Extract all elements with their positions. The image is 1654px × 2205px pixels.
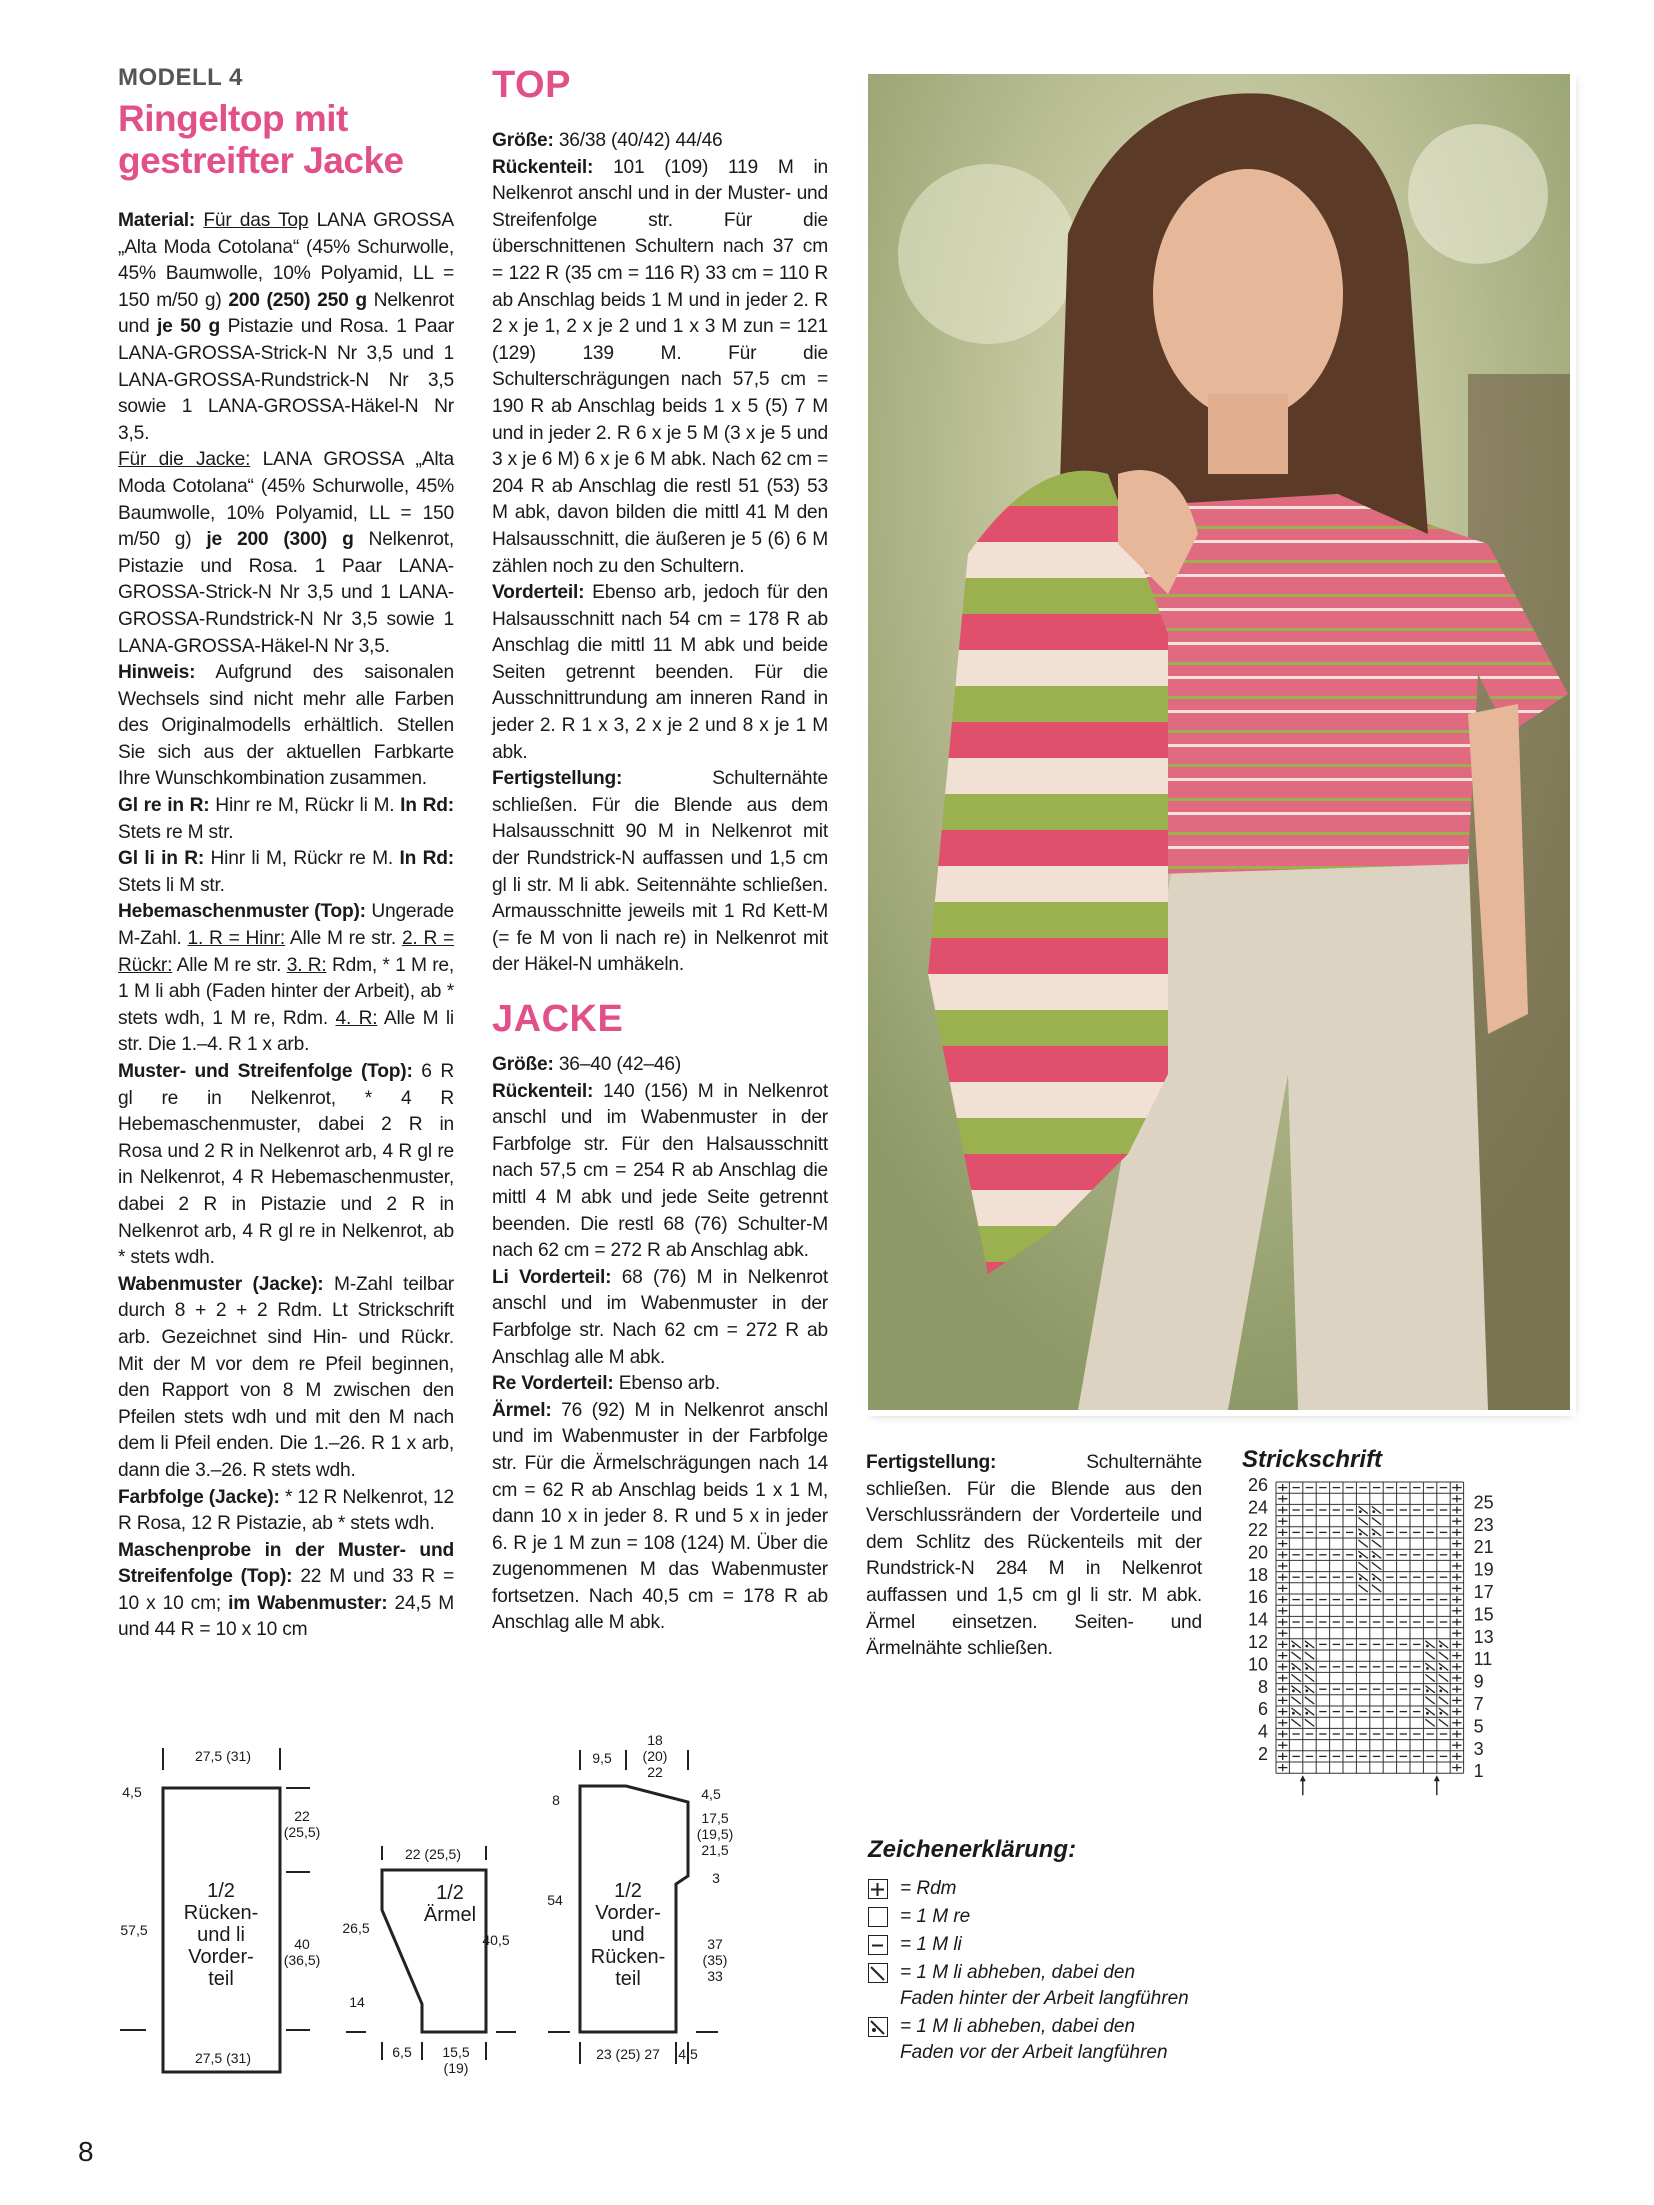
muster-text: 6 R gl re in Nelkenrot, * 4 R Hebemaschenmuster, dabei 2 R in Rosa und 2 R in Nelkenrot arb, 4 R gl re in Nelkenrot, 4 R Hebemaschenmuster, dabei 2 R in Pistazie und 2 R in Nelkenrot arb, 4 R gl re in Nelkenrot, ab * stets wdh.: [118, 1061, 454, 1269]
sleeve-bottom-left-dim: 6,5: [392, 2044, 412, 2060]
gl-re-text2: Stets re M str.: [118, 821, 234, 843]
legend-line-1: = 1 M li: [900, 1934, 962, 1955]
hebe-r1-text: Alle M re str.: [285, 928, 402, 950]
front-label: 1/2 Vorder- und Rücken- teil: [590, 1880, 666, 1990]
legend-text: [900, 1932, 962, 1958]
hebe-text: Ungerade M-Zahl.: [118, 901, 454, 950]
j-livorder-paragraph: [492, 1265, 828, 1371]
j-fertig-text: Schulternähte schließen. Für die Blende aus den Verschlussrändern der Vorderteile und dem Schlitz des Rückenteils mit der Rundstrick-N 284 M in Nelkenrot auffassen und 1,5 cm gl li str. M abk. Ärmel einsetzen. Seiten- und Ärmelnähte schließen.: [866, 1452, 1202, 1660]
row-number-right: 23: [1473, 1514, 1494, 1535]
groesse-label: Größe:: [492, 130, 554, 151]
slash-mark: [1291, 1697, 1300, 1704]
model-photo-illustration: [868, 74, 1570, 1410]
empty-icon: [868, 1907, 888, 1927]
dot-mark: [1372, 1510, 1375, 1513]
row-number-left: 8: [1257, 1676, 1268, 1697]
j-ruecken-text: 140 (156) M in Nelkenrot anschl und im Wabenmuster in der Farbfolge str. Für den Halsausschnitt nach 57,5 cm = 254 R ab Anschlag die mittl 4 M abk und jede Seite getrennt beenden. Die restl 68 (76) Schulter-M nach 62 cm = 272 R ab Anschlag abk.: [492, 1080, 828, 1262]
probe-label2: im Wabenmuster:: [228, 1592, 388, 1614]
sleeve-left-bottom-dim: 14: [349, 1994, 365, 2010]
slash-mark: [1358, 1585, 1367, 1592]
knitting-chart: [1236, 1476, 1596, 1796]
row-number-right: 1: [1473, 1761, 1484, 1782]
legend-line-1: = Rdm: [900, 1878, 957, 1899]
hebe-r4-text: Alle M li str. Die 1.–4. R 1 x arb.: [118, 1007, 454, 1056]
vorder-text: Ebenso arb, jedoch für den Halsausschnitt nach 54 cm = 178 R ab Anschlag die mittl 11 M abk und beide Seiten getrennt beenden. Für die Ausschnittrundung am inneren Rand in jeder 2. R 1 x 3, 2 x je 2 und 8 x je 1 M abk.: [492, 582, 828, 763]
slash-mark: [1372, 1562, 1381, 1569]
gl-re-label: Gl re in R:: [118, 795, 210, 817]
j-revorder-label: Re Vorderteil:: [492, 1373, 614, 1395]
dot-mark: [1439, 1689, 1442, 1692]
row-number-left: 6: [1257, 1699, 1268, 1720]
top-label: Für das Top: [203, 210, 309, 231]
row-number-left: 26: [1247, 1476, 1268, 1496]
jacke-label: Für die Jacke:: [118, 449, 251, 471]
fertig-paragraph: [492, 766, 828, 979]
column-3: [866, 1450, 1202, 1663]
slash-mark: [1439, 1697, 1448, 1704]
row-number-left: 12: [1247, 1632, 1268, 1652]
row-number-right: 9: [1473, 1671, 1484, 1692]
dot-mark: [1359, 1510, 1362, 1513]
material-jacke-text2: Nelkenrot, Pistazie und Rosa. 1 Paar LANA-GROSSA-Strick-N Nr 3,5 und 1 LANA-GROSSA-Rundstrick-N Nr 3,5 sowie 1 LANA-GROSSA-Häkel-N Nr 3,5.: [118, 529, 454, 657]
front-right-top-dim: 4,5: [701, 1786, 721, 1802]
muster-label: Muster- und Streifenfolge (Top):: [118, 1061, 413, 1082]
top-amount: 200 (250) 250 g: [228, 289, 367, 311]
row-number-left: 2: [1257, 1744, 1268, 1764]
column-2-jacke: [492, 1052, 828, 1637]
hinweis-text: Aufgrund des saisonalen Wechsels sind nicht mehr alle Farben des Originalmodells erhältlich. Stellen Sie sich aus der aktuellen Farbkarte Ihre Wunschkombination zusammen.: [118, 662, 454, 790]
sleeve-label: 1/2 Ärmel: [423, 1882, 477, 1926]
jacke-amount: je 200 (300) g: [206, 529, 354, 551]
row-number-left: 24: [1247, 1497, 1268, 1518]
top-heading: TOP: [492, 64, 571, 106]
slash-mark: [1358, 1518, 1367, 1525]
slash-mark: [1305, 1719, 1314, 1726]
j-aermel-text: 76 (92) M in Nelkenrot anschl und im Wabenmuster in der Farbfolge str. Für die Ärmelschrägungen nach 14 cm = 62 R ab Anschlag beids 1 x 1 M, dann 10 x in jeder 8. R und 5 x in jeder 6. R je 1 M zun = 108 (124) M. Über die zugenommenen M das Wabenmuster fortsetzen. Nach 40,5 cm = 178 R ab Anschlag alle M abk.: [492, 1399, 828, 1634]
dot-mark: [1439, 1667, 1442, 1670]
sleeve-bottom-right-dim: 15,5 (19): [442, 2044, 470, 2076]
dot-mark: [1426, 1645, 1429, 1648]
row-number-right: 13: [1473, 1626, 1494, 1647]
hebe-r3: 3. R:: [286, 954, 327, 976]
row-number-left: 22: [1247, 1520, 1268, 1540]
dot-mark: [1359, 1555, 1362, 1558]
page-title: [118, 98, 448, 182]
slash-mark: [1291, 1674, 1300, 1681]
hebe-r1: 1. R = Hinr:: [187, 928, 286, 950]
slash-mark: [1358, 1562, 1367, 1569]
front-bottom-dim: 23 (25) 27: [596, 2046, 660, 2062]
row-number-right: 3: [1473, 1738, 1484, 1759]
legend-title: Zeichenerklärung:: [868, 1836, 1077, 1863]
groesse-paragraph: [492, 128, 828, 155]
page-number: 8: [78, 2136, 94, 2167]
schematic-back: [110, 1740, 321, 2080]
row-number-left: 14: [1247, 1609, 1268, 1630]
groesse-text: 36/38 (40/42) 44/46: [553, 130, 723, 151]
knitting-chart-grid: [1236, 1476, 1596, 1796]
row-number-right: 15: [1473, 1604, 1494, 1625]
dot-mark: [1292, 1712, 1295, 1715]
vorder-paragraph: [492, 580, 828, 766]
dot-mark: [1439, 1645, 1442, 1648]
jacke-heading: JACKE: [492, 998, 624, 1040]
slash-mark: [1425, 1697, 1434, 1704]
dot-mark: [1292, 1667, 1295, 1670]
j-fertig-label: Fertigstellung:: [866, 1452, 997, 1473]
back-right-mid-dim: 40 (36,5): [283, 1936, 321, 1968]
hinweis-label: Hinweis:: [118, 662, 196, 684]
front-bottom-right-dim: 4,5: [678, 2046, 698, 2062]
title-line-1: Ringeltop mit: [118, 98, 348, 139]
legend-text: [900, 1876, 957, 1902]
model-label: MODELL 4: [118, 64, 243, 91]
ruecken-text: 101 (109) 119 M in Nelkenrot anschl und in der Muster- und Streifenfolge str. Für die überschnittenen Schultern nach 37 cm = 122 R (35 cm = 116 R) 33 cm = 110 R ab Anschlag beids 1 M und in jeder 2. R 2 x je 1, 2 x je 2 und 1 x 3 M zun = 121 (129) 139 M. Für die Schulterschrägungen nach 57,5 cm = 190 R ab Anschlag beids 1 x 5 (5) 7 M und in jeder 2. R 6 x je 5 M (3 x je 5 und 3 x je 6 M) 6 x je 6 M abk. Nach 62 cm = 204 R ab Anschlag die restl 51 (53) 53 M abk, davon bilden die mittl 41 M den Halsausschnitt, die äußeren je 5 (6) 6 M zählen noch zu den Schultern.: [492, 156, 828, 577]
back-bottom-dim: 27,5 (31): [194, 2050, 252, 2066]
row-number-left: 18: [1247, 1564, 1268, 1585]
hebe-paragraph: [118, 899, 454, 1059]
ruecken-label: Rückenteil:: [492, 156, 594, 178]
hebe-r4: 4. R:: [335, 1007, 378, 1029]
title-line-2: gestreifter Jacke: [118, 140, 404, 181]
gl-re-text: Hinr re M, Rückr li M.: [209, 795, 401, 817]
material-top-text3: Pistazie und Rosa. 1 Paar LANA-GROSSA-Strick-N Nr 3,5 und 1 LANA-GROSSA-Rundstrick-N Nr 3,5 sowie 1 LANA-GROSSA-Häkel-N Nr 3,5.: [118, 316, 455, 444]
vorder-label: Vorderteil:: [492, 582, 585, 604]
front-top-right-dim: 18 (20) 22: [642, 1732, 668, 1780]
gl-li-label: Gl li in R:: [118, 848, 205, 870]
slash-mark: [1291, 1652, 1300, 1659]
j-groesse-paragraph: [492, 1052, 828, 1079]
farbfolge-label: Farbfolge (Jacke):: [118, 1486, 280, 1508]
front-left-top-dim: 8: [552, 1792, 560, 1808]
probe-label: Maschenprobe in der Muster- und Streifenfolge (Top):: [118, 1539, 454, 1588]
j-revorder-paragraph: [492, 1371, 828, 1398]
slash-icon: [868, 1963, 888, 1983]
front-right-small-dim: 3: [712, 1870, 720, 1886]
slash-mark: [1439, 1719, 1448, 1726]
slash-mark: [1439, 1674, 1448, 1681]
dot-mark: [1305, 1645, 1308, 1648]
top-amount2: je 50 g: [156, 316, 221, 338]
j-aermel-paragraph: [492, 1398, 828, 1637]
material-label: Material:: [118, 210, 196, 231]
legend-text: [900, 2014, 1168, 2066]
gl-re-label2: In Rd:: [400, 795, 454, 817]
back-right-top-dim: 22 (25,5): [283, 1808, 321, 1840]
slash-mark: [1372, 1540, 1381, 1547]
hebe-label: Hebemaschenmuster (Top):: [118, 901, 366, 923]
legend-line-1: = 1 M li abheben, dabei den: [900, 2016, 1136, 2037]
slash-mark: [1305, 1674, 1314, 1681]
waben-paragraph: [118, 1272, 454, 1485]
hinweis-paragraph: [118, 660, 454, 793]
column-1: [118, 208, 454, 1644]
sleeve-right-dim: 40,5: [482, 1932, 510, 1948]
dot-mark: [1372, 1555, 1375, 1558]
row-number-right: 21: [1473, 1537, 1494, 1558]
slash-mark: [1291, 1719, 1300, 1726]
slashdot-icon: [868, 2017, 888, 2037]
slash-mark: [1425, 1674, 1434, 1681]
slash-mark: [1358, 1540, 1367, 1547]
j-fertig-paragraph: [866, 1450, 1202, 1663]
hebe-r2: 2. R = Rückr:: [118, 928, 455, 976]
material-top-text: LANA GROSSA „Alta Moda Cotolana“ (45% Schurwolle, 45% Baumwolle, 10% Polyamid, LL = 150 m/50 g): [118, 210, 454, 311]
dot-mark: [1426, 1712, 1429, 1715]
dash-icon: [868, 1935, 888, 1955]
slash-mark: [1439, 1652, 1448, 1659]
slash-mark: [1305, 1697, 1314, 1704]
gl-li-paragraph: [118, 846, 454, 899]
back-left-top-dim: 4,5: [122, 1784, 142, 1800]
dot-mark: [1359, 1577, 1362, 1580]
dot-mark: [1426, 1667, 1429, 1670]
dot-mark: [1372, 1533, 1375, 1536]
legend-line-1: = 1 M li abheben, dabei den: [900, 1962, 1136, 1983]
legend-line-2: Faden vor der Arbeit langführen: [900, 2042, 1168, 2063]
legend-line-1: = 1 M re: [900, 1906, 971, 1927]
dot-mark: [1439, 1712, 1442, 1715]
back-label: 1/2 Rücken- und li Vorder- teil: [183, 1880, 259, 1990]
hebe-r3-text: Rdm, * 1 M re, 1 M li abh (Faden hinter der Arbeit), ab * stets wdh, 1 M re, Rdm.: [118, 954, 454, 1029]
plus-icon: [868, 1879, 888, 1899]
legend-text: [900, 1904, 970, 1930]
row-number-right: 11: [1473, 1649, 1493, 1670]
j-groesse-text: 36–40 (42–46): [553, 1054, 682, 1075]
gl-li-label2: In Rd:: [399, 848, 454, 870]
gl-li-text: Hinr li M, Rückr re M.: [204, 848, 400, 870]
slash-mark: [1425, 1719, 1434, 1726]
front-top-left-dim: 9,5: [592, 1750, 612, 1766]
row-number-right: 17: [1473, 1582, 1494, 1602]
material-paragraph: [118, 208, 454, 447]
row-number-right: 19: [1473, 1559, 1494, 1580]
column-2-top: [492, 128, 828, 979]
ruecken-paragraph: [492, 155, 828, 581]
material-top-text2: Nelkenrot und: [118, 289, 454, 338]
row-number-left: 10: [1247, 1654, 1268, 1675]
waben-text: M-Zahl teilbar durch 8 + 2 + 2 Rdm. Lt Strickschrift arb. Gezeichnet sind Hin- und Rückr. Mit der M vor dem re Pfeil beginnen, den Rapport von 8 M zwischen den Pfeilen stets wdh und mit den M nach dem li Pfeil enden. Die 1.–26. R 1 x arb, dann die 3.–26. R stets wdh.: [118, 1273, 454, 1481]
row-number-right: 25: [1473, 1492, 1494, 1513]
dot-mark: [1305, 1712, 1308, 1715]
probe-text2: 24,5 M und 44 R = 10 x 10 cm: [118, 1592, 454, 1641]
sleeve-left-dim: 26,5: [342, 1920, 370, 1936]
probe-paragraph: [118, 1538, 454, 1644]
chart-title: Strickschrift: [1242, 1446, 1383, 1473]
row-number-right: 5: [1473, 1716, 1484, 1737]
dot-mark: [1292, 1645, 1295, 1648]
slash-mark: [1425, 1652, 1434, 1659]
gl-re-paragraph: [118, 793, 454, 846]
slash-mark: [1372, 1585, 1381, 1592]
dot-mark: [1292, 1689, 1295, 1692]
row-number-left: 20: [1247, 1542, 1268, 1563]
j-ruecken-paragraph: [492, 1079, 828, 1265]
probe-text: 22 M und 33 R = 10 x 10 cm;: [118, 1566, 454, 1614]
hebe-r2-text: Alle M re str.: [172, 954, 287, 976]
row-number-left: 16: [1247, 1587, 1268, 1608]
dot-mark: [1305, 1689, 1308, 1692]
sleeve-top-dim: 22 (25,5): [404, 1846, 462, 1862]
repeat-arrow-head: [1300, 1775, 1306, 1781]
farbfolge-text: * 12 R Nelkenrot, 12 R Rosa, 12 R Pistazie, ab * stets wdh.: [118, 1486, 455, 1535]
j-aermel-label: Ärmel:: [492, 1399, 552, 1421]
legend-text: [900, 1960, 1189, 2012]
back-left-height-dim: 57,5: [120, 1922, 148, 1938]
model-photo: [868, 74, 1570, 1410]
waben-label: Wabenmuster (Jacke):: [118, 1273, 324, 1295]
schematic-sleeve: [326, 1820, 516, 2080]
slash-mark: [1372, 1518, 1381, 1525]
fertig-text: Schulternähte schließen. Für die Blende aus dem Halsausschnitt 90 M in Nelkenrot mit der Rundstrick-N auffassen und 1,5 cm gl li str. M li abk. Seitennähte schließen. Armausschnitte jeweils mit 1 Rd Kett-M (= fe M von li nach re) in Nelkenrot mit der Häkel-N umhäkeln.: [492, 768, 828, 976]
material-jacke-text: LANA GROSSA „Alta Moda Cotolana“ (45% Schurwolle, 45% Baumwolle, 10% Polyamid, LL = 150 m/50 g): [118, 449, 455, 551]
j-groesse-label: Größe:: [492, 1054, 554, 1075]
muster-paragraph: [118, 1059, 454, 1272]
front-right-low-dim: 37 (35) 33: [702, 1936, 728, 1984]
slash-mark: [1305, 1652, 1314, 1659]
farbfolge-paragraph: [118, 1485, 454, 1538]
schematic-front: [540, 1730, 740, 2080]
legend-line-2: Faden hinter der Arbeit langführen: [900, 1988, 1189, 2009]
front-left-dim: 54: [547, 1892, 563, 1908]
fertig-label: Fertigstellung:: [492, 768, 623, 790]
j-ruecken-label: Rückenteil:: [492, 1080, 594, 1102]
dot-mark: [1359, 1533, 1362, 1536]
gl-li-text2: Stets li M str.: [118, 874, 225, 896]
dot-mark: [1305, 1667, 1308, 1670]
j-livorder-label: Li Vorderteil:: [492, 1266, 612, 1288]
dot-mark: [1372, 1577, 1375, 1580]
row-number-right: 7: [1473, 1694, 1484, 1714]
repeat-arrow-head: [1434, 1775, 1440, 1781]
material-jacke-paragraph: [118, 447, 454, 660]
front-right-mid-dim: 17,5 (19,5) 21,5: [696, 1810, 734, 1858]
back-top-dim: 27,5 (31): [194, 1748, 252, 1764]
dot-mark: [1426, 1689, 1429, 1692]
j-livorder-text: 68 (76) M in Nelkenrot anschl und im Wabenmuster in der Farbfolge str. Nach 62 cm = 272 R ab Anschlag alle M abk.: [492, 1266, 828, 1368]
j-revorder-text: Ebenso arb.: [613, 1373, 720, 1395]
row-number-left: 4: [1257, 1721, 1268, 1742]
